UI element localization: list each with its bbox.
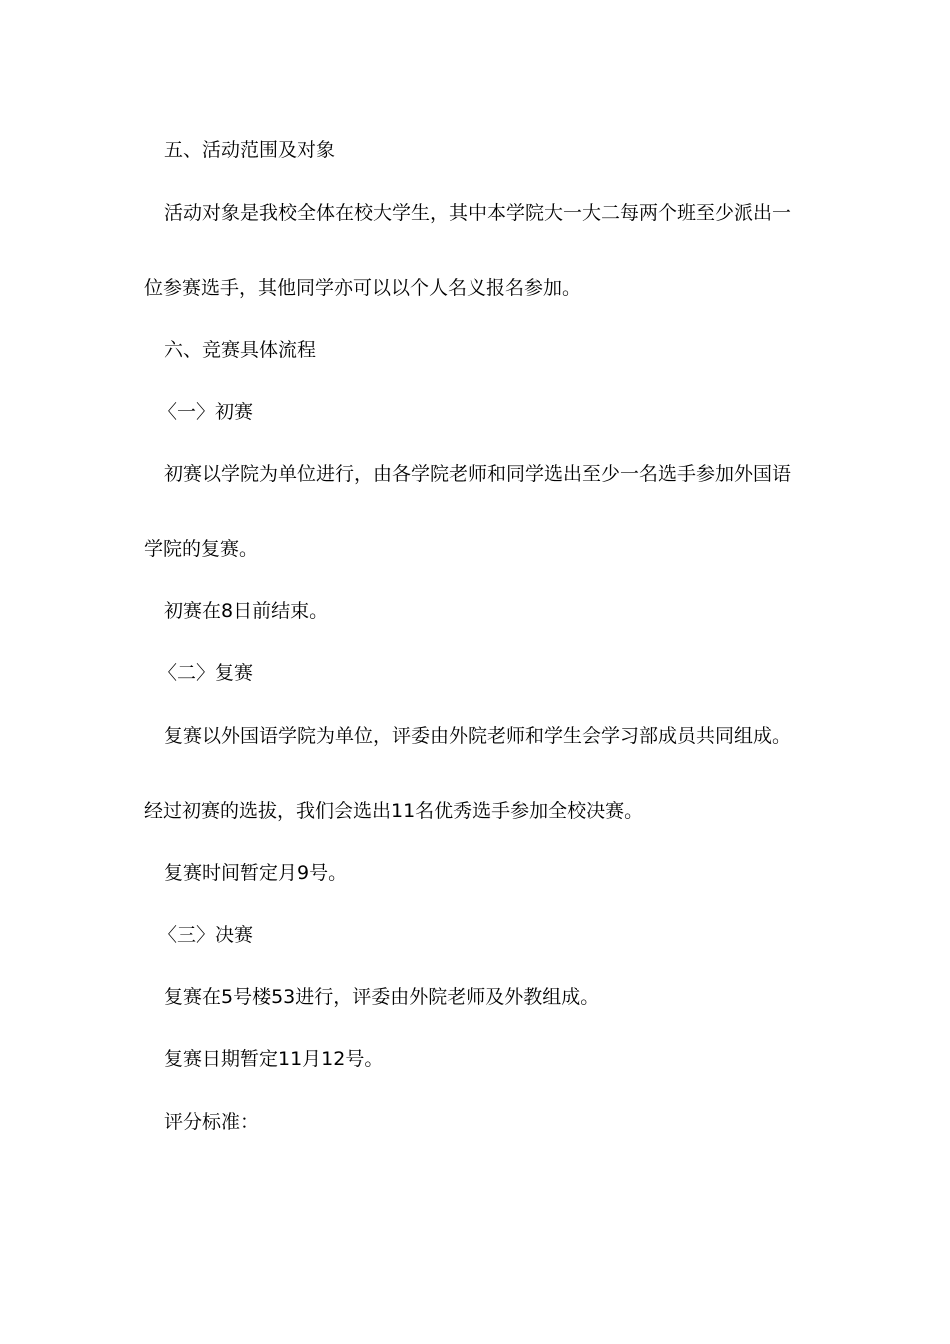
paragraph-line: 活动对象是我校全体在校大学生，其中本学院大一大二每两个班至少派出一 [164,202,792,224]
paragraph-line: 复赛在5号楼53进行，评委由外院老师及外教组成。 [164,986,600,1008]
paragraph-line: 经过初赛的选拔，我们会选出11名优秀选手参加全校决赛。 [144,800,644,822]
paragraph-line: 复赛日期暂定11月12号。 [164,1048,384,1070]
subsection-heading-2: 〈二〉复赛 [158,662,254,684]
paragraph-line: 评分标准： [164,1111,260,1133]
subsection-heading-1: 〈一〉初赛 [158,401,254,423]
paragraph-line: 初赛在8日前结束。 [164,600,329,622]
paragraph-line: 初赛以学院为单位进行，由各学院老师和同学选出至少一名选手参加外国语 [164,463,792,485]
paragraph-line: 复赛以外国语学院为单位，评委由外院老师和学生会学习部成员共同组成。 [164,725,792,747]
section-heading-5: 五、活动范围及对象 [164,139,336,161]
subsection-heading-3: 〈三〉决赛 [158,924,254,946]
paragraph-line: 位参赛选手，其他同学亦可以以个人名义报名参加。 [144,277,582,299]
paragraph-line: 学院的复赛。 [144,538,259,560]
paragraph-line: 复赛时间暂定月9号。 [164,862,348,884]
section-heading-6: 六、竞赛具体流程 [164,339,317,361]
